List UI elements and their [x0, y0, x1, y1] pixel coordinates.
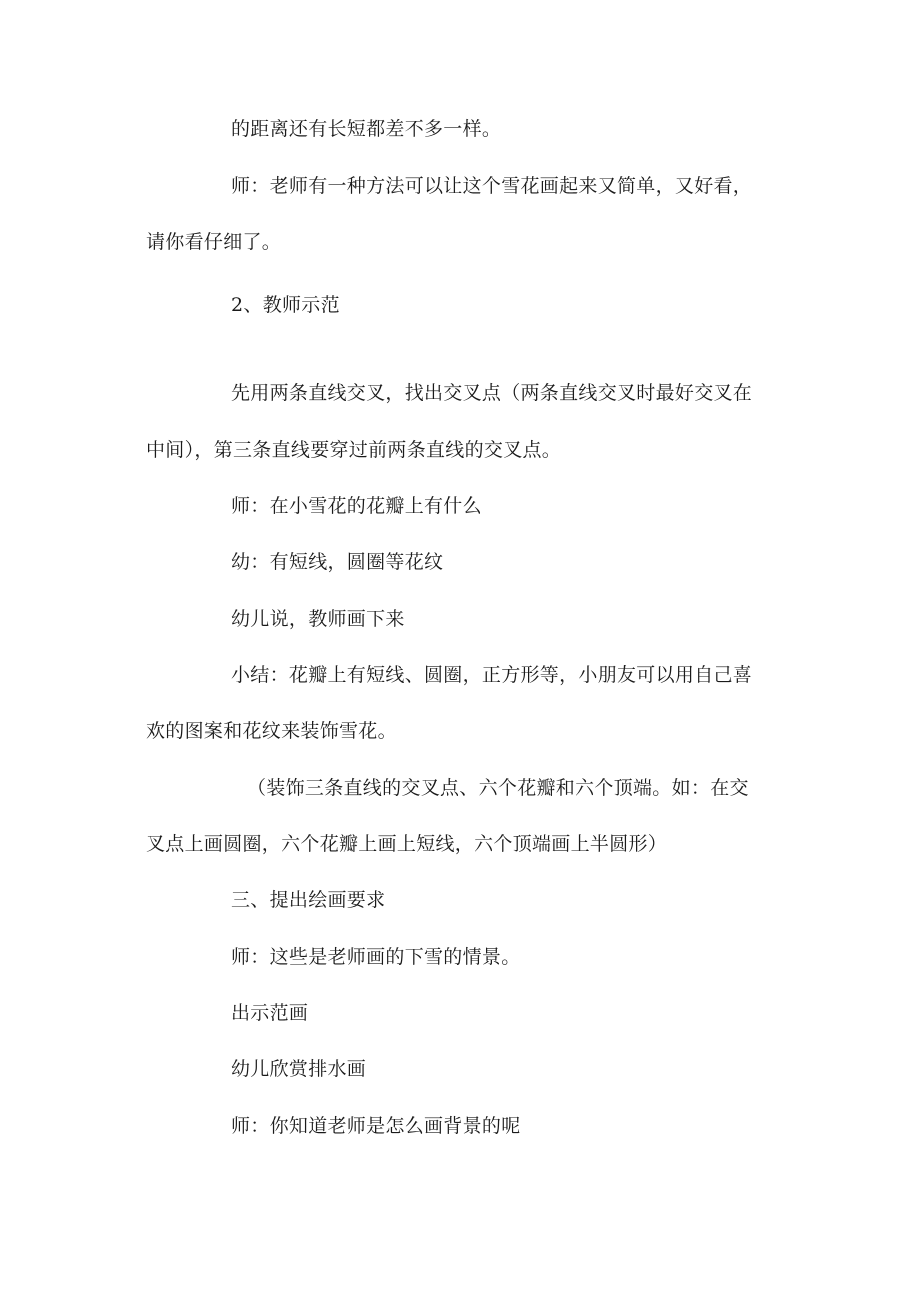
paragraph-line: 幼儿欣赏排水画	[231, 1058, 367, 1080]
section-heading: 三、提出绘画要求	[231, 889, 386, 911]
paragraph-line: 欢的图案和花纹来装饰雪花。	[146, 720, 397, 742]
paragraph-line: 请你看仔细了。	[146, 231, 282, 253]
paragraph-line: 的距离还有长短都差不多一样。	[231, 118, 502, 140]
paragraph-line: （装饰三条直线的交叉点、六个花瓣和六个顶端。如：在交	[247, 777, 749, 799]
paragraph-line: 出示范画	[231, 1002, 309, 1024]
paragraph-line: 师：老师有一种方法可以让这个雪花画起来又简单，又好看，	[231, 175, 753, 197]
paragraph-line: 师：这些是老师画的下雪的情景。	[231, 946, 521, 968]
paragraph-line: 先用两条直线交叉，找出交叉点（两条直线交叉时最好交叉在	[231, 382, 753, 404]
paragraph-line: 师：你知道老师是怎么画背景的呢	[231, 1115, 521, 1137]
paragraph-line: 小结：花瓣上有短线、圆圈，正方形等，小朋友可以用自己喜	[231, 664, 753, 686]
paragraph-line: 叉点上画圆圈，六个花瓣上画上短线，六个顶端画上半圆形）	[146, 833, 668, 855]
section-heading: 2、教师示范	[231, 294, 340, 316]
paragraph-line: 中间），第三条直线要穿过前两条直线的交叉点。	[146, 439, 562, 461]
paragraph-line: 幼：有短线，圆圈等花纹	[231, 551, 444, 573]
paragraph-line: 幼儿说，教师画下来	[231, 608, 405, 630]
paragraph-line: 师：在小雪花的花瓣上有什么	[231, 495, 482, 517]
